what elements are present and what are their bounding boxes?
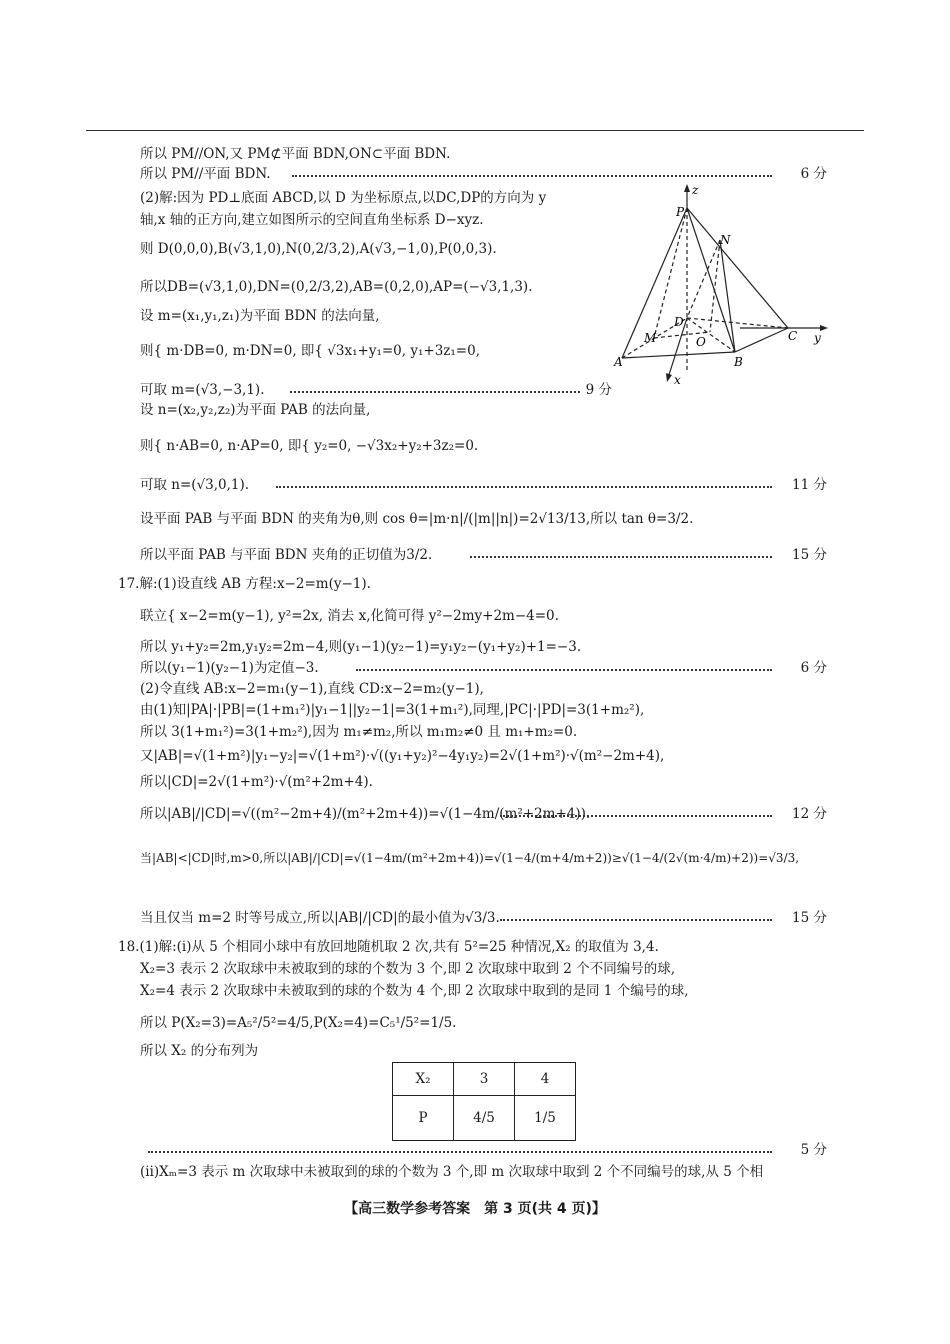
table-cell: 3 <box>454 1063 515 1096</box>
edge-PC <box>687 208 788 328</box>
text-line: 可取 m=(√3,−3,1). <box>140 382 265 398</box>
text-line: (2)解:因为 PD⊥底面 ABCD,以 D 为坐标原点,以DC,DP的方向为 y <box>140 190 547 206</box>
text-line: 设 n=(x₂,y₂,z₂)为平面 PAB 的法向量, <box>140 402 371 418</box>
edge-BC <box>735 328 788 352</box>
dot-leader <box>276 486 772 488</box>
table-cell: 1/5 <box>515 1096 576 1141</box>
score-label: 11 分 <box>792 477 827 493</box>
edge-DC <box>687 318 788 328</box>
text-line: (2)令直线 AB:x−2=m₁(y−1),直线 CD:x−2=m₂(y−1), <box>140 681 484 697</box>
pyramid-figure <box>610 180 830 390</box>
text-line: 所以(y₁−1)(y₂−1)为定值−3. <box>140 660 319 676</box>
x-arrow <box>666 373 672 382</box>
label-C: C <box>788 329 798 343</box>
text-line: 设 m=(x₁,y₁,z₁)为平面 BDN 的法向量, <box>140 308 380 324</box>
dot-leader <box>500 919 772 921</box>
table-cell: 4 <box>515 1063 576 1096</box>
text-line: 则{ m·DB=0, m·DN=0, 即{ √3x₁+y₁=0, y₁+3z₁=0, <box>140 343 480 359</box>
text-line: 所以 3(1+m₁²)=3(1+m₂²),因为 m₁≠m₂,所以 m₁m₂≠0 且 m₁+m₂=0. <box>140 724 578 740</box>
text-line: X₂=4 表示 2 次取球中未被取到的球的个数为 4 个,即 2 次取球中取到的是同 1 个编号的球, <box>140 983 689 999</box>
score-label: 9 分 <box>585 382 612 398</box>
edge-PB <box>687 208 735 352</box>
text-line: 所以 y₁+y₂=2m,y₁y₂=2m−4,则(y₁−1)(y₂−1)=y₁y₂−(y₁+y₂)+1=−3. <box>140 639 582 655</box>
z-arrow <box>684 184 690 192</box>
text-line: 所以 PM//ON,又 PM⊄平面 BDN,ON⊂平面 BDN. <box>140 146 451 162</box>
label-x: x <box>674 373 681 387</box>
text-line: X₂=3 表示 2 次取球中未被取到的球的个数为 3 个,即 2 次取球中取到 2 个不同编号的球, <box>140 961 675 977</box>
text-line: (ⅱ)Xₘ=3 表示 m 次取球中未被取到的球的个数为 3 个,即 m 次取球中取到 2 个不同编号的球,从 5 个相 <box>140 1164 764 1180</box>
text-line: 则{ n·AB=0, n·AP=0, 即{ y₂=0, −√3x₂+y₂+3z₂=0. <box>140 438 479 454</box>
distribution-table <box>392 1062 576 1141</box>
dot-leader <box>356 669 772 671</box>
header-rule <box>86 130 864 131</box>
segment-ON <box>710 240 720 332</box>
text-line: 17.解:(1)设直线 AB 方程:x−2=m(y−1). <box>118 576 371 592</box>
label-N: N <box>720 233 731 247</box>
label-P: P <box>676 205 685 219</box>
text-line: 所以 X₂ 的分布列为 <box>140 1043 259 1059</box>
score-label: 6 分 <box>800 660 827 676</box>
label-z: z <box>692 183 699 197</box>
text-line: 又|AB|=√(1+m²)|y₁−y₂|=√(1+m²)·√((y₁+y₂)²−4y₁y₂)=2√(1+m²)·√(m²−2m+4), <box>140 748 665 764</box>
text-line: 所以平面 PAB 与平面 BDN 夹角的正切值为3/2. <box>140 547 433 563</box>
text-line: 设平面 PAB 与平面 BDN 的夹角为θ,则 cos θ=|m·n|/(|m||n|)=2√13/13,所以 tan θ=3/2. <box>140 511 694 527</box>
dot-leader <box>500 815 772 817</box>
text-line: 所以 P(X₂=3)=A₅²/5²=4/5,P(X₂=4)=C₅¹/5²=1/5. <box>140 1015 457 1031</box>
text-line: 联立{ x−2=m(y−1), y²=2x, 消去 x,化简可得 y²−2my+2m−4=0. <box>140 608 559 624</box>
table-cell: P <box>393 1096 454 1141</box>
text-line: 所以|AB|/|CD|=√((m²−2m+4)/(m²+2m+4))=√(1−4m/(m²+2m+4)). <box>140 806 591 822</box>
edge-DB <box>687 318 735 352</box>
y-arrow <box>820 325 828 331</box>
dot-leader <box>290 391 580 393</box>
label-M: M <box>644 331 657 345</box>
text-line: 所以|CD|=2√(1+m²)·√(m²+2m+4). <box>140 774 373 790</box>
text-line: 当|AB|<|CD|时,m>0,所以|AB|/|CD|=√(1−4m/(m²+2m+4))=√(1−4/(m+4/m+2))≥√(1−4/(2√(m·4/m)+2))=√3/3, <box>140 851 800 865</box>
dot-leader <box>292 175 772 177</box>
text-line: 当且仅当 m=2 时等号成立,所以|AB|/|CD|的最小值为√3/3. <box>140 910 500 926</box>
table-cell: 4/5 <box>454 1096 515 1141</box>
score-label: 15 分 <box>792 547 827 563</box>
edge-AB <box>622 352 735 358</box>
label-y: y <box>814 331 821 345</box>
page-footer: 【高三数学参考答案 第 3 页(共 4 页)】 <box>344 1201 606 1217</box>
dot-leader <box>470 556 772 558</box>
label-O: O <box>696 335 706 349</box>
text-line: 则 D(0,0,0),B(√3,1,0),N(0,2/3,2),A(√3,−1,0),P(0,0,3). <box>140 241 497 257</box>
text-line: 18.(1)解:(ⅰ)从 5 个相同小球中有放回地随机取 2 次,共有 5²=25 种情况,X₂ 的取值为 3,4. <box>118 939 659 955</box>
text-line: 轴,x 轴的正方向,建立如图所示的空间直角坐标系 D−xyz. <box>140 212 484 228</box>
label-B: B <box>734 355 743 369</box>
score-label: 12 分 <box>792 806 827 822</box>
score-label: 5 分 <box>800 1142 827 1158</box>
text-line: 所以DB=(√3,1,0),DN=(0,2/3,2),AB=(0,2,0),AP=(−√3,1,3). <box>140 279 533 295</box>
dot-leader <box>148 1151 772 1153</box>
table-cell: X₂ <box>393 1063 454 1096</box>
text-line: 所以 PM//平面 BDN. <box>140 166 271 182</box>
score-label: 6 分 <box>800 166 827 182</box>
text-line: 由(1)知|PA|·|PB|=(1+m₁²)|y₁−1||y₂−1|=3(1+m₁²),同理,|PC|·|PD|=3(1+m₂²), <box>140 702 645 718</box>
label-A: A <box>614 355 623 369</box>
text-line: 可取 n=(√3,0,1). <box>140 477 250 493</box>
segment-DN <box>687 240 720 318</box>
score-label: 15 分 <box>792 910 827 926</box>
label-D: D <box>674 315 684 329</box>
